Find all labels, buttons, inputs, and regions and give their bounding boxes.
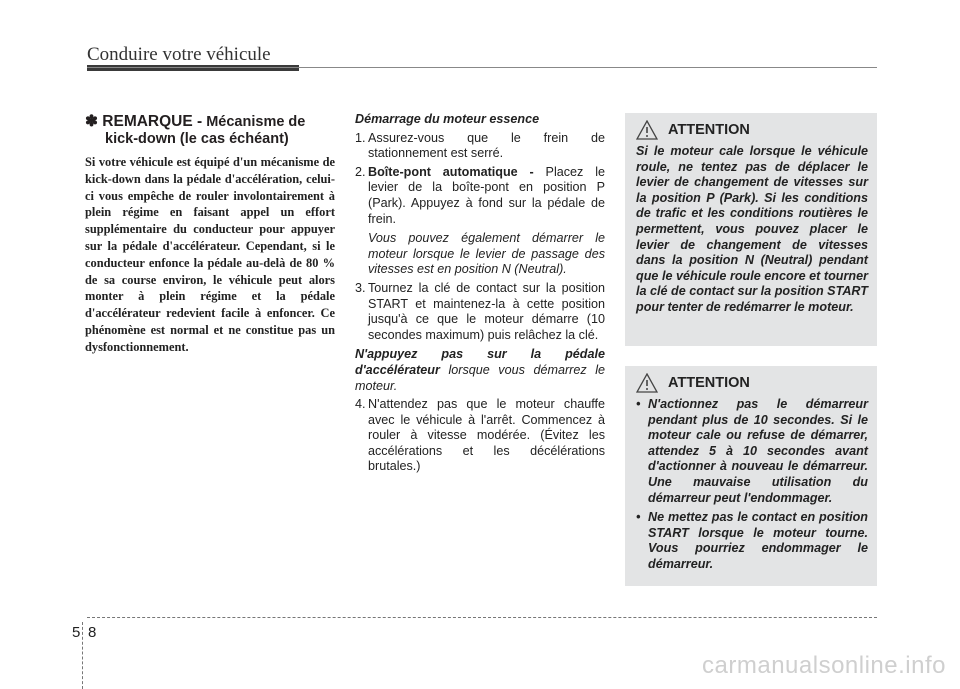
header-rule	[87, 67, 877, 68]
step-number: 2.	[355, 164, 366, 179]
warning-triangle-icon	[636, 120, 658, 140]
remark-title-line1: Mécanisme de	[206, 114, 306, 130]
step-4	[355, 397, 605, 475]
list-item-text: N'actionnez pas le démarreur pendant plus de 10 secondes. Si le moteur cale ou refuse de démarrer, attendez 5 à 10 secondes avant d'actionner à nouveau le démarreur. Une mauvaise utilisation du démarreur peut l'endommager.	[648, 397, 868, 505]
footer-divider	[82, 622, 83, 689]
step-text	[368, 165, 605, 227]
engine-start-section	[355, 112, 605, 475]
section-subheading: Démarrage du moteur essence	[355, 112, 540, 126]
remark-title	[85, 113, 335, 148]
step-2-note: Vous pouvez également démarrer le moteur lorsque le levier de passage des vitesses est en position N (Neutral).	[368, 231, 605, 277]
remark-title-line2: kick-down (le cas échéant)	[105, 131, 289, 147]
attention-header	[636, 373, 750, 393]
step-1	[355, 131, 605, 162]
list-item-text: Ne mettez pas le contact en position START lorsque le moteur tourne. Vous pourriez endommager le démarreur.	[648, 510, 868, 571]
warning-triangle-icon	[636, 373, 658, 393]
accelerator-note-bold: N'appuyez pas sur la pédale d'accélérateur	[355, 347, 605, 377]
attention-box-stall	[625, 113, 877, 346]
bullet: •	[636, 510, 641, 525]
accelerator-note	[355, 347, 605, 394]
attention-title: ATTENTION	[668, 122, 750, 138]
step-bold-lead: Boîte-pont automatique -	[368, 164, 534, 179]
list-item	[636, 397, 868, 506]
bullet: •	[636, 397, 641, 411]
attention-text: Si le moteur cale lorsque le véhicule roule, ne tentez pas de déplacer le levier de changement de vitesses sur la position P (Park). Si les conditions de trafic et les conditions routières le permettent, vous pouvez placer le levier de changement de vitesses dans la position N (Neutral) pendant que le véhicule roule encore et tourner la clé de contact sur la position START pour tenter de redémarrer le moteur.	[636, 144, 868, 314]
step-3	[355, 281, 605, 343]
footer-rule	[87, 617, 877, 618]
remark-section	[85, 113, 335, 356]
step-text: Tournez la clé de contact sur la position START et maintenez-la à cette position jusqu'à ce que le moteur démarre (10 secondes maximum) puis relâchez la clé.	[368, 280, 605, 342]
step-2	[355, 165, 605, 227]
section-number: 5	[72, 624, 81, 641]
attention-header	[636, 120, 750, 140]
watermark: carmanualsonline.info	[702, 652, 946, 679]
remark-title-prefix: ✽ REMARQUE -	[85, 113, 203, 130]
step-text: N'attendez pas que le moteur chauffe avec le véhicule à l'arrêt. Commencez à rouler à vitesse modérée. (Évitez les accélérations et les décélérations brutales.)	[368, 397, 605, 474]
step-number: 4.	[355, 397, 366, 412]
page-header-title: Conduire votre véhicule	[87, 44, 271, 65]
attention-box-starter	[625, 366, 877, 586]
step-text-rest: Placez le levier de la boîte-pont en position P (Park). Appuyez à fond sur la pédale de frein.	[368, 164, 605, 226]
list-item	[636, 510, 868, 572]
step-number: 3.	[355, 280, 366, 295]
attention-list	[636, 397, 868, 577]
header-accent-bar	[87, 65, 299, 71]
remark-body: Si votre véhicule est équipé d'un mécanisme de kick-down dans la pédale d'accélération, celui-ci vous empêche de rouler involontairement à plein régime en faisant appel un effort supplémentaire du conducteur pour appuyer sur la pédale d'accélérateur. Cependant, si le conducteur enfonce la pédale au-delà de 80 % de sa course environ, le véhicule peut alors monter à plein régime et la pédale d'accélérateur redevient facile à enfoncer. Ce phénomène est normal et ne constitue pas un dysfonctionnement.	[85, 155, 335, 354]
step-number: 1.	[355, 130, 366, 145]
accelerator-note-rest: lorsque vous démarrez le moteur.	[355, 362, 605, 393]
page-number: 8	[88, 624, 97, 641]
attention-title: ATTENTION	[668, 375, 750, 391]
step-text: Assurez-vous que le frein de stationnement est serré.	[368, 130, 605, 161]
